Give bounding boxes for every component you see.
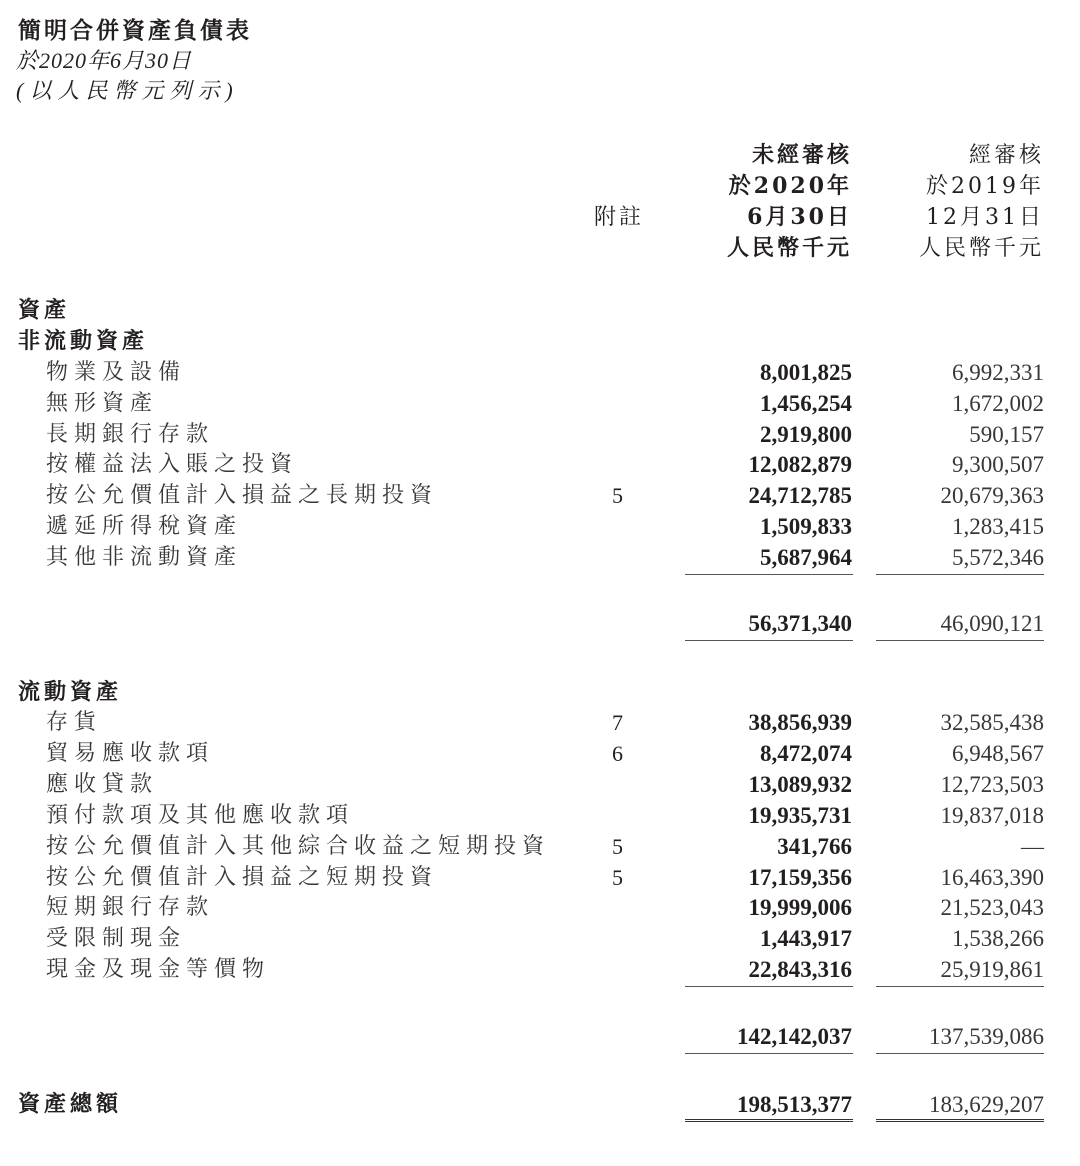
table-row (0, 892, 1080, 923)
table-row (0, 480, 1080, 511)
row-label: 預付款項及其他應收款項 (46, 803, 355, 828)
row-prior-value: 32,585,438 (940, 710, 1044, 735)
column-header-current-line: 6月30日 (747, 204, 852, 230)
row-current-value: 341,766 (777, 834, 852, 859)
row-current-value: 13,089,932 (748, 772, 852, 797)
subtotal-prior-value: 137,539,086 (929, 1024, 1044, 1049)
section-label: 資產 (18, 298, 71, 323)
row-current-value: 24,712,785 (748, 483, 852, 508)
subtotal-prior-value: 46,090,121 (940, 611, 1044, 636)
row-label: 物業及設備 (46, 360, 187, 385)
divider (876, 1053, 1044, 1054)
column-header-prior-line: 於2019年 (926, 174, 1044, 199)
currency-note: (以人民幣元列示) (16, 78, 239, 103)
row-current-value: 1,509,833 (760, 514, 852, 539)
row-prior-value: 25,919,861 (940, 957, 1044, 982)
table-row (0, 738, 1080, 769)
total-assets-row (0, 1089, 1080, 1120)
row-label: 按公允價值計入其他綜合收益之短期投資 (46, 834, 551, 859)
statement-title: 簡明合併資產負債表 (18, 18, 252, 44)
row-current-value: 17,159,356 (748, 865, 852, 890)
section-label: 非流動資產 (18, 329, 149, 354)
row-prior-value: 5,572,346 (952, 545, 1044, 570)
row-label: 長期銀行存款 (46, 422, 215, 447)
subtotal-current-value: 142,142,037 (737, 1024, 852, 1049)
column-header-prior-line: 12月31日 (926, 205, 1044, 230)
column-header-prior-line: 人民幣千元 (918, 236, 1044, 261)
subtotal-row-current (0, 1021, 1080, 1052)
row-current-value: 2,919,800 (760, 422, 852, 447)
row-note: 7 (612, 710, 623, 735)
row-current-value: 8,472,074 (760, 741, 852, 766)
subtotal-current-value: 56,371,340 (748, 611, 852, 636)
table-row (0, 511, 1080, 542)
row-prior-value: 6,948,567 (952, 741, 1044, 766)
row-current-value: 1,456,254 (760, 391, 852, 416)
double-divider (876, 1119, 1044, 1125)
row-label: 按公允價值計入損益之短期投資 (46, 865, 439, 890)
row-current-value: 1,443,917 (760, 926, 852, 951)
row-label: 受限制現金 (46, 926, 187, 951)
table-row (0, 419, 1080, 450)
column-header-current-line: 人民幣千元 (726, 235, 852, 261)
divider (876, 574, 1044, 575)
row-prior-value: 1,538,266 (952, 926, 1044, 951)
divider (876, 640, 1044, 641)
row-label: 其他非流動資產 (46, 545, 243, 570)
column-header-prior-line: 經審核 (968, 143, 1044, 168)
row-label: 無形資產 (46, 391, 159, 416)
table-row (0, 707, 1080, 738)
row-note: 6 (612, 741, 623, 766)
total-current-value: 198,513,377 (737, 1092, 852, 1117)
row-prior-value: 6,992,331 (952, 360, 1044, 385)
table-row (0, 800, 1080, 831)
row-label: 應收貸款 (46, 772, 159, 797)
column-header-note: 附註 (594, 205, 645, 230)
row-prior-value: 19,837,018 (940, 803, 1044, 828)
row-current-value: 38,856,939 (748, 710, 852, 735)
row-prior-value: 9,300,507 (952, 452, 1044, 477)
table-row (0, 923, 1080, 954)
row-current-value: 19,999,006 (748, 895, 852, 920)
row-prior-value: — (1021, 834, 1044, 859)
statement-date: 於2020年6月30日 (16, 48, 193, 73)
row-current-value: 12,082,879 (748, 452, 852, 477)
column-header-current-line: 於2020年 (728, 173, 852, 199)
table-row (0, 954, 1080, 985)
section-label: 流動資產 (18, 680, 123, 705)
row-note: 5 (612, 834, 623, 859)
divider (685, 640, 853, 641)
column-header-current (727, 140, 852, 264)
table-row (0, 449, 1080, 480)
table-row (0, 542, 1080, 573)
row-current-value: 19,935,731 (748, 803, 852, 828)
total-label: 資產總額 (18, 1092, 123, 1117)
row-label: 遞延所得稅資產 (46, 514, 243, 539)
divider (876, 986, 1044, 987)
row-label: 短期銀行存款 (46, 895, 215, 920)
row-label: 貿易應收款項 (46, 741, 215, 766)
table-row (0, 388, 1080, 419)
row-label: 現金及現金等價物 (46, 957, 271, 982)
row-prior-value: 16,463,390 (940, 865, 1044, 890)
column-header-prior (919, 140, 1044, 264)
divider (685, 1053, 853, 1054)
row-prior-value: 1,283,415 (952, 514, 1044, 539)
section-heading-assets (0, 295, 1080, 326)
row-label: 按公允價值計入損益之長期投資 (46, 483, 439, 508)
table-row (0, 769, 1080, 800)
row-current-value: 22,843,316 (748, 957, 852, 982)
row-note: 5 (612, 483, 623, 508)
subtotal-row-non-current (0, 608, 1080, 639)
total-prior-value: 183,629,207 (929, 1092, 1044, 1117)
column-header-current-line: 未經審核 (751, 142, 852, 168)
row-current-value: 8,001,825 (760, 360, 852, 385)
table-row (0, 862, 1080, 893)
row-note: 5 (612, 865, 623, 890)
divider (685, 574, 853, 575)
table-row (0, 831, 1080, 862)
row-prior-value: 12,723,503 (940, 772, 1044, 797)
row-prior-value: 590,157 (969, 422, 1044, 447)
row-current-value: 5,687,964 (760, 545, 852, 570)
row-prior-value: 20,679,363 (940, 483, 1044, 508)
row-prior-value: 21,523,043 (940, 895, 1044, 920)
section-heading-non-current (0, 326, 1080, 357)
row-prior-value: 1,672,002 (952, 391, 1044, 416)
table-row (0, 357, 1080, 388)
double-divider (685, 1119, 853, 1125)
divider (685, 986, 853, 987)
row-label: 存貨 (46, 710, 103, 735)
section-heading-current (0, 677, 1080, 708)
row-label: 按權益法入賬之投資 (46, 452, 299, 477)
